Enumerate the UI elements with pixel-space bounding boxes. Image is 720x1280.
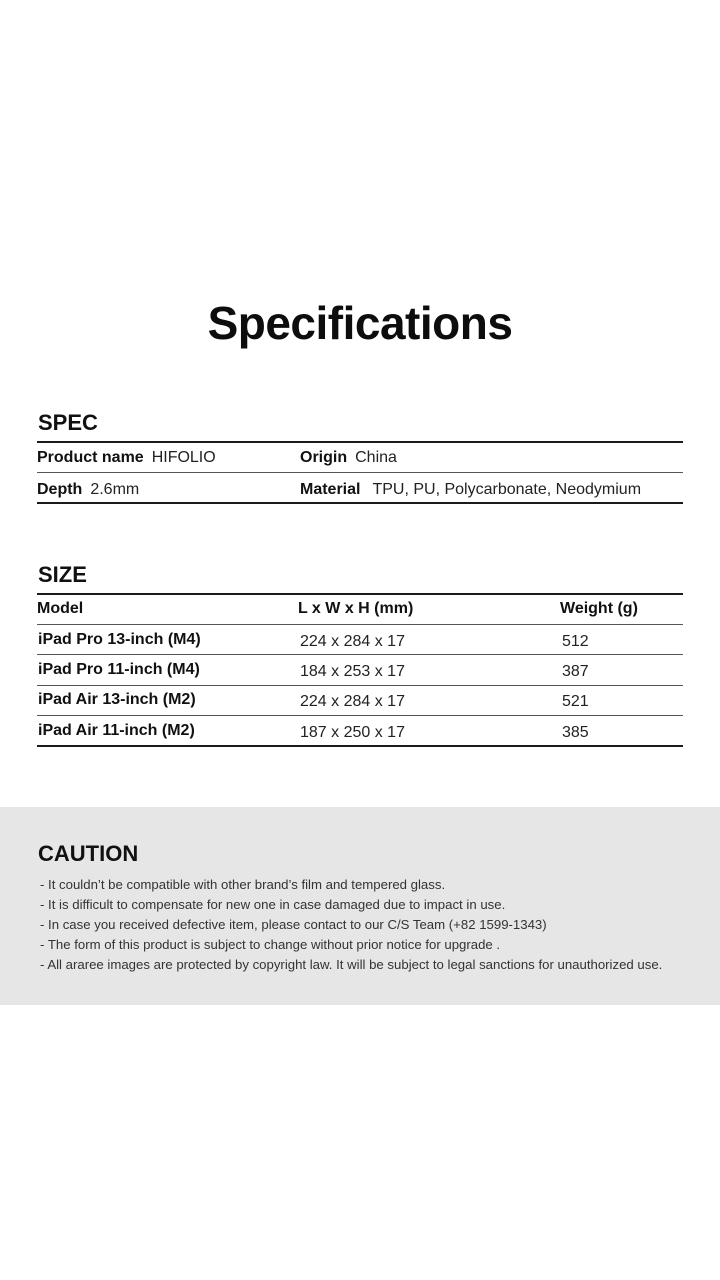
spec-heading: SPEC bbox=[38, 410, 98, 435]
spec-product-name bbox=[37, 449, 216, 467]
spec-middle-rule bbox=[37, 472, 683, 473]
size-row-dims: 187 x 250 x 17 bbox=[300, 724, 405, 741]
spec-origin bbox=[300, 449, 397, 467]
material-label: Material bbox=[300, 481, 361, 498]
size-row-dims: 224 x 284 x 17 bbox=[300, 633, 405, 650]
caution-list bbox=[40, 875, 662, 975]
product-name-label: Product name bbox=[37, 449, 144, 466]
caution-item: - All araree images are protected by copyright law. It will be subject to legal sanctions for unauthorized use. bbox=[40, 957, 663, 972]
size-header-dims: L x W x H (mm) bbox=[298, 600, 414, 617]
size-header-rule bbox=[37, 624, 683, 625]
size-row-rule bbox=[37, 654, 683, 655]
size-row-weight: 385 bbox=[562, 724, 589, 741]
size-row-weight: 512 bbox=[562, 633, 589, 650]
depth-label: Depth bbox=[37, 481, 83, 498]
size-row-weight: 387 bbox=[562, 663, 589, 680]
size-top-rule bbox=[37, 593, 683, 595]
caution-item: - In case you received defective item, please contact to our C/S Team (+82 1599-1343) bbox=[40, 917, 547, 932]
caution-section bbox=[0, 807, 720, 1005]
size-row-dims: 224 x 284 x 17 bbox=[300, 693, 405, 710]
caution-item: - It couldn’t be compatible with other brand’s film and tempered glass. bbox=[40, 877, 446, 892]
origin-label: Origin bbox=[300, 449, 348, 466]
size-row-rule bbox=[37, 685, 683, 686]
size-header-model: Model bbox=[37, 600, 84, 617]
size-row-rule bbox=[37, 715, 683, 716]
spec-depth bbox=[37, 481, 139, 499]
size-header-weight: Weight (g) bbox=[560, 600, 638, 617]
size-row-model: iPad Pro 11-inch (M4) bbox=[38, 661, 200, 678]
size-heading: SIZE bbox=[38, 562, 87, 587]
size-row-weight: 521 bbox=[562, 693, 589, 710]
depth-value: 2.6mm bbox=[90, 481, 140, 498]
page-title: Specifications bbox=[207, 297, 513, 349]
size-row-model: iPad Air 11-inch (M2) bbox=[38, 722, 195, 739]
spec-material bbox=[300, 481, 641, 499]
size-row-model: iPad Air 13-inch (M2) bbox=[38, 691, 196, 708]
size-row-dims: 184 x 253 x 17 bbox=[300, 663, 405, 680]
caution-item: - The form of this product is subject to change without prior notice for upgrade . bbox=[40, 937, 501, 952]
spec-top-rule bbox=[37, 441, 683, 443]
caution-heading: CAUTION bbox=[38, 841, 139, 866]
product-name-value: HIFOLIO bbox=[151, 449, 216, 466]
material-value: TPU, PU, Polycarbonate, Neodymium bbox=[372, 481, 642, 498]
caution-item: - It is difficult to compensate for new one in case damaged due to impact in use. bbox=[40, 897, 506, 912]
origin-value: China bbox=[355, 449, 397, 466]
size-row-model: iPad Pro 13-inch (M4) bbox=[38, 631, 201, 648]
size-bottom-rule bbox=[37, 745, 683, 747]
spec-bottom-rule bbox=[37, 502, 683, 504]
